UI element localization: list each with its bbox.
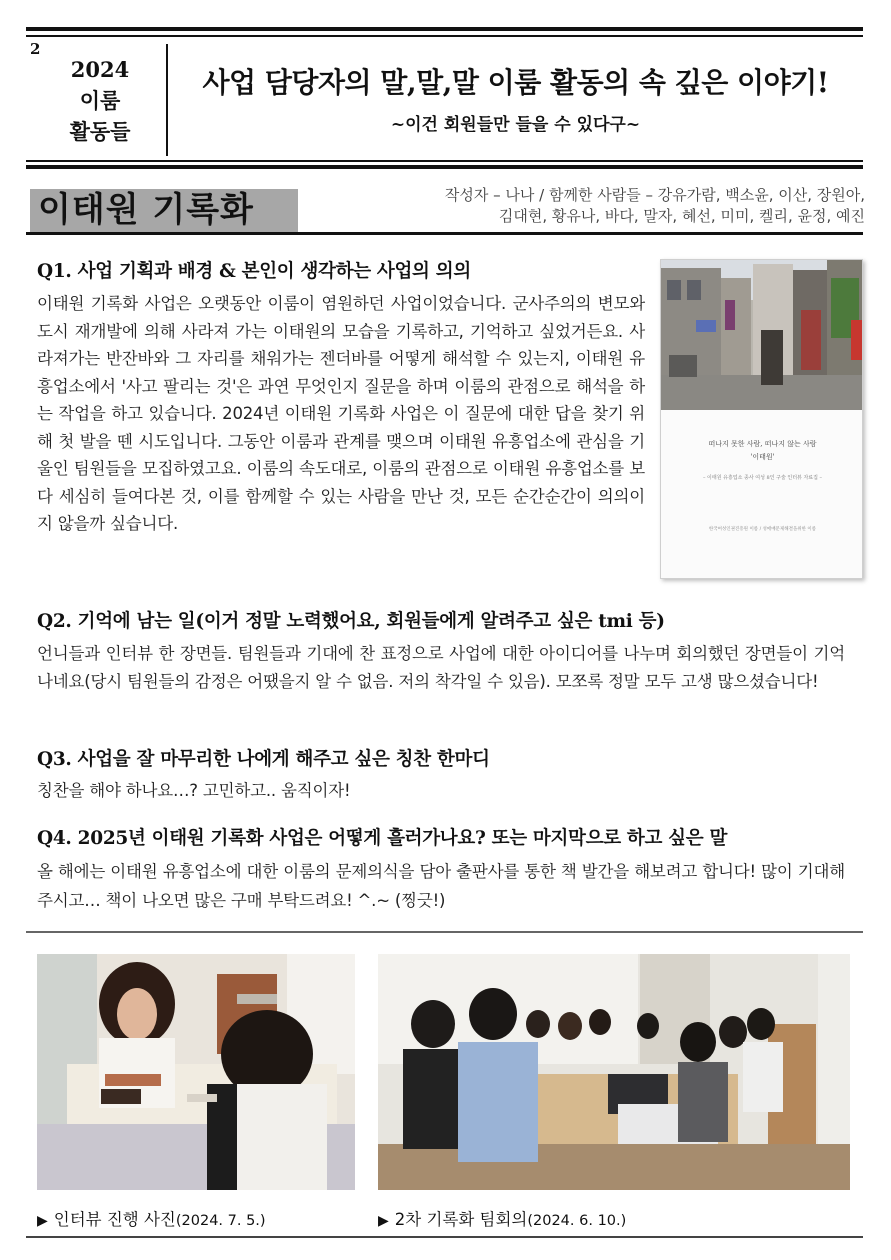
issue-label [40,54,160,147]
page-number: 2 [30,40,41,58]
q4-heading: Q4. 2025년 이태원 기록화 사업은 어떻게 흘러가나요? 또는 마지막으로 하고 싶은 말 [37,828,728,849]
interview-photo [37,954,355,1190]
interview-photo-caption [37,1206,266,1230]
meeting-photo [378,954,850,1190]
book-cover-image [660,259,863,579]
q3-answer: 칭찬을 해야 하나요…? 고민하고.. 움직이자! [37,781,351,800]
q2-answer: 언니들과 인터뷰 한 장면들. 팀원들과 기대에 찬 표정으로 사업에 대한 아이디어를 나누며 회의했던 장면들이 기억나네요(당시 팀원들의 감정은 어땠을지 알 수 없음. 저의 착각일 수 있음). 모쪼록 정말 모두 고생 많으셨습니다! [37,644,845,691]
q4-answer: 올 해에는 이태원 유흥업소에 대한 이룸의 문제의식을 담아 출판사를 통한 책 발간을 해보려고 합니다! 많이 기대해 주시고… 책이 나오면 많은 구매 부탁드려요! ^.~ (찡긋!) [37,862,845,910]
credits-line: 작성자 – 나나 / 함께한 사람들 – 강유가람, 백소윤, 이산, 장원아, [444,186,865,204]
credits-line: 김대현, 황유나, 바다, 말자, 혜선, 미미, 켈리, 윤정, 예진 [498,207,865,225]
book-title-line: '이태원' [750,453,775,461]
caption-text: 인터뷰 진행 사진 [53,1210,176,1229]
page-title: 사업 담당자의 말,말,말 이룸 활동의 속 깊은 이야기! [202,66,829,99]
section-title: 이태원 기록화 [30,189,298,232]
book-title-line: 떠나지 못한 사람, 떠나지 않는 사람 [708,440,817,448]
q1-answer: 이태원 기록화 사업은 오랫동안 이룸이 염원하던 사업이었습니다. 군사주의의 변모와 도시 재개발에 의해 사라져 가는 이태원의 모습을 기록하고, 기억하고 싶었거든요. 사라져가는 반잔바와 그 자리를 채워가는 젠더바를 어떻게 해석할 수 있는지, 이태원 유흥업소에서 '사고 팔리는 것'은 과연 무엇인지 질문을 하며 이룸의 관점으로 해석을 하는 작업을 하고 있습니다. 2024년 이태원 기록화 사업은 이 질문에 대한 답을 찾기 위해 첫 발을 뗀 시도입니다. 그동안 이룸과 관계를 맺으며 이태원 유흥업소에 관심을 기울인 팀원들을 모집하였고요. 이룸의 속도대로, 이룸의 관점으로 이태원 유흥업소를 보다 세심히 들여다본 것, 이를 함께할 수 있는 사람을 만난 것, 모든 순간순간이 의의이지 않을까 싶습니다. [37,294,645,533]
page-subtitle: ~이건 회원들만 들을 수 있다구~ [390,115,641,135]
book-publisher: 한국여성인권진흥원 이룸 / 성매매문제해결을위한 이룸 [708,527,817,532]
issue-label-org: 이룸 [79,88,121,113]
bottom-rule [26,1236,863,1238]
section-rule [26,232,863,235]
caption-date: (2024. 7. 5.) [175,1213,266,1229]
q2-heading: Q2. 기억에 남는 일(이거 정말 노력했어요, 회원들에게 알려주고 싶은 tmi 등) [37,611,665,632]
itaewon-street-photo [661,260,863,410]
q1-heading: Q1. 사업 기획과 배경 & 본인이 생각하는 사업의 의의 [37,261,471,282]
play-triangle-icon: ▶ [37,1213,48,1229]
meeting-photo-caption [378,1206,626,1230]
top-rule-thick [26,27,863,31]
caption-date: (2024. 6. 10.) [527,1213,627,1229]
issue-label-year: 2024 [70,57,130,82]
credits [345,185,865,227]
header-rule-thin [26,160,863,162]
photos-top-rule [26,931,863,933]
top-rule-thin [26,35,863,37]
caption-text: 2차 기록화 팀회의 [394,1210,528,1229]
book-subtitle: – 이태원 유흥업소 종사 여성 8인 구술 인터뷰 자료집 – [702,475,823,481]
book-title [661,438,863,464]
issue-label-activities: 활동들 [69,119,131,144]
header-rule-thick [26,165,863,169]
play-triangle-icon: ▶ [378,1213,389,1229]
q3-heading: Q3. 사업을 잘 마무리한 나에게 해주고 싶은 칭찬 한마디 [37,749,490,770]
